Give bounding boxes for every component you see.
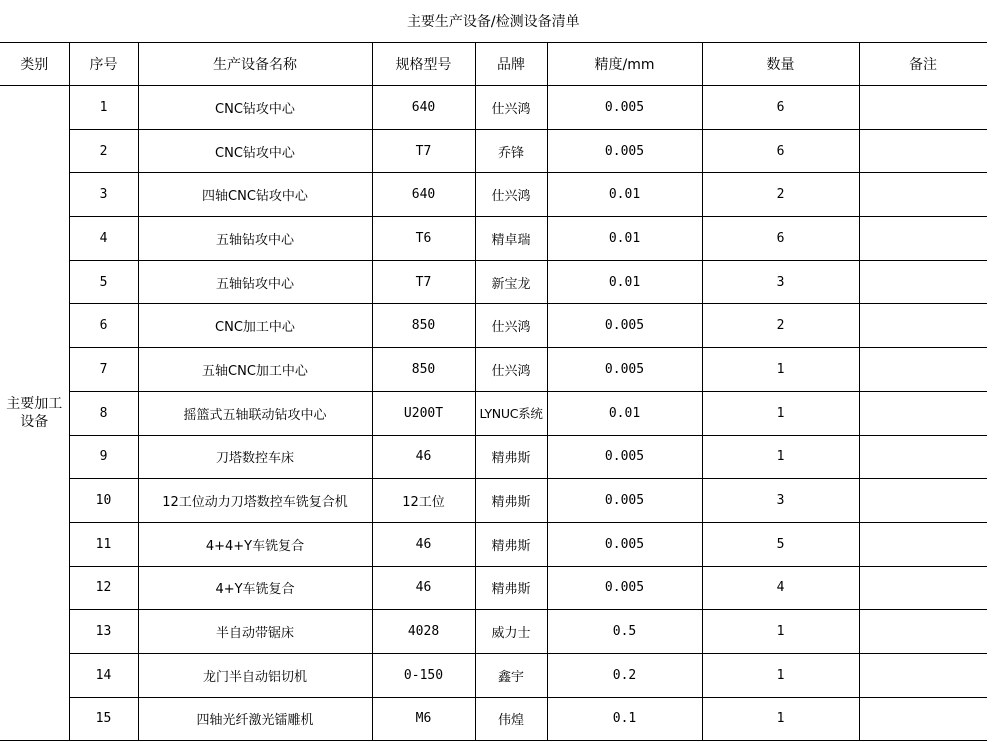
row-qty: 2 xyxy=(702,304,859,348)
row-note xyxy=(859,566,987,610)
row-brand: 精卓瑞 xyxy=(475,217,547,261)
row-precision: 0.5 xyxy=(547,610,702,654)
header-spec: 规格型号 xyxy=(372,43,475,86)
row-name: CNC钻攻中心 xyxy=(138,129,372,173)
row-name: 四轴光纤激光镭雕机 xyxy=(138,697,372,741)
row-spec: T6 xyxy=(372,217,475,261)
header-precision: 精度/mm xyxy=(547,43,702,86)
table-row xyxy=(0,479,987,523)
row-qty: 3 xyxy=(702,260,859,304)
row-name: 摇篮式五轴联动钻攻中心 xyxy=(138,391,372,435)
row-no: 6 xyxy=(69,304,138,348)
category-cell xyxy=(0,86,69,741)
row-note xyxy=(859,610,987,654)
row-precision: 0.005 xyxy=(547,522,702,566)
row-no: 15 xyxy=(69,697,138,741)
row-spec: 46 xyxy=(372,435,475,479)
row-precision: 0.2 xyxy=(547,653,702,697)
table-row xyxy=(0,435,987,479)
title-row xyxy=(0,0,987,43)
row-qty: 3 xyxy=(702,479,859,523)
row-name: 四轴CNC钻攻中心 xyxy=(138,173,372,217)
row-brand: 仕兴鸿 xyxy=(475,304,547,348)
row-brand: LYNUC系统 xyxy=(475,391,547,435)
row-brand: 鑫宇 xyxy=(475,653,547,697)
row-note xyxy=(859,653,987,697)
row-precision: 0.005 xyxy=(547,566,702,610)
row-spec: 12工位 xyxy=(372,479,475,523)
row-no: 13 xyxy=(69,610,138,654)
row-no: 14 xyxy=(69,653,138,697)
row-brand: 新宝龙 xyxy=(475,260,547,304)
row-qty: 2 xyxy=(702,173,859,217)
row-qty: 4 xyxy=(702,566,859,610)
row-precision: 0.01 xyxy=(547,391,702,435)
row-brand: 伟煌 xyxy=(475,697,547,741)
row-precision: 0.005 xyxy=(547,479,702,523)
row-qty: 1 xyxy=(702,653,859,697)
row-no: 10 xyxy=(69,479,138,523)
row-qty: 1 xyxy=(702,391,859,435)
header-no: 序号 xyxy=(69,43,138,86)
row-spec: 640 xyxy=(372,173,475,217)
row-no: 5 xyxy=(69,260,138,304)
row-spec: U200T xyxy=(372,391,475,435)
row-no: 9 xyxy=(69,435,138,479)
row-brand: 精弗斯 xyxy=(475,566,547,610)
table-row xyxy=(0,173,987,217)
row-no: 7 xyxy=(69,348,138,392)
row-name: 五轴钻攻中心 xyxy=(138,217,372,261)
table-row xyxy=(0,217,987,261)
row-spec: T7 xyxy=(372,260,475,304)
row-precision: 0.005 xyxy=(547,348,702,392)
row-brand: 精弗斯 xyxy=(475,522,547,566)
row-spec: 4028 xyxy=(372,610,475,654)
row-precision: 0.005 xyxy=(547,86,702,130)
table-row xyxy=(0,86,987,130)
row-name: 半自动带锯床 xyxy=(138,610,372,654)
row-note xyxy=(859,391,987,435)
row-note xyxy=(859,129,987,173)
row-brand: 精弗斯 xyxy=(475,435,547,479)
row-qty: 6 xyxy=(702,129,859,173)
row-no: 2 xyxy=(69,129,138,173)
row-note xyxy=(859,86,987,130)
row-spec: 850 xyxy=(372,304,475,348)
row-note xyxy=(859,260,987,304)
row-precision: 0.01 xyxy=(547,217,702,261)
row-name: 五轴钻攻中心 xyxy=(138,260,372,304)
row-note xyxy=(859,348,987,392)
row-qty: 6 xyxy=(702,217,859,261)
row-precision: 0.005 xyxy=(547,304,702,348)
header-note: 备注 xyxy=(859,43,987,86)
row-qty: 6 xyxy=(702,86,859,130)
row-brand: 仕兴鸿 xyxy=(475,348,547,392)
row-spec: 0-150 xyxy=(372,653,475,697)
row-no: 11 xyxy=(69,522,138,566)
row-qty: 1 xyxy=(702,697,859,741)
header-name: 生产设备名称 xyxy=(138,43,372,86)
row-spec: 46 xyxy=(372,522,475,566)
row-brand: 仕兴鸿 xyxy=(475,86,547,130)
row-no: 8 xyxy=(69,391,138,435)
row-brand: 仕兴鸿 xyxy=(475,173,547,217)
row-spec: 850 xyxy=(372,348,475,392)
row-name: 五轴CNC加工中心 xyxy=(138,348,372,392)
row-no: 4 xyxy=(69,217,138,261)
row-qty: 1 xyxy=(702,610,859,654)
row-qty: 1 xyxy=(702,348,859,392)
row-spec: M6 xyxy=(372,697,475,741)
table-row xyxy=(0,304,987,348)
row-brand: 乔锋 xyxy=(475,129,547,173)
table-row xyxy=(0,391,987,435)
row-precision: 0.01 xyxy=(547,173,702,217)
table-row xyxy=(0,610,987,654)
row-no: 12 xyxy=(69,566,138,610)
table-row xyxy=(0,260,987,304)
row-no: 3 xyxy=(69,173,138,217)
table-row xyxy=(0,653,987,697)
row-name: CNC加工中心 xyxy=(138,304,372,348)
row-name: 12工位动力刀塔数控车铣复合机 xyxy=(138,479,372,523)
row-note xyxy=(859,217,987,261)
row-note xyxy=(859,435,987,479)
table-body xyxy=(0,86,987,741)
row-spec: 46 xyxy=(372,566,475,610)
row-spec: 640 xyxy=(372,86,475,130)
row-note xyxy=(859,697,987,741)
row-brand: 精弗斯 xyxy=(475,479,547,523)
row-name: 龙门半自动铝切机 xyxy=(138,653,372,697)
header-row xyxy=(0,43,987,86)
row-qty: 5 xyxy=(702,522,859,566)
row-spec: T7 xyxy=(372,129,475,173)
header-category: 类别 xyxy=(0,43,69,86)
row-no: 1 xyxy=(69,86,138,130)
category-label: 主要加工设备 xyxy=(6,396,63,431)
row-precision: 0.01 xyxy=(547,260,702,304)
table-row xyxy=(0,348,987,392)
row-precision: 0.1 xyxy=(547,697,702,741)
row-name: CNC钻攻中心 xyxy=(138,86,372,130)
row-name: 4+4+Y车铣复合 xyxy=(138,522,372,566)
table-row xyxy=(0,566,987,610)
table-row xyxy=(0,697,987,741)
row-note xyxy=(859,173,987,217)
sheet-title: 主要生产设备/检测设备清单 xyxy=(0,0,987,43)
row-name: 刀塔数控车床 xyxy=(138,435,372,479)
row-qty: 1 xyxy=(702,435,859,479)
row-note xyxy=(859,479,987,523)
row-name: 4+Y车铣复合 xyxy=(138,566,372,610)
row-note xyxy=(859,304,987,348)
sheet-gutter xyxy=(987,0,1000,742)
row-precision: 0.005 xyxy=(547,435,702,479)
header-qty: 数量 xyxy=(702,43,859,86)
header-brand: 品牌 xyxy=(475,43,547,86)
table-row xyxy=(0,129,987,173)
row-brand: 威力士 xyxy=(475,610,547,654)
row-precision: 0.005 xyxy=(547,129,702,173)
table-row xyxy=(0,522,987,566)
row-note xyxy=(859,522,987,566)
